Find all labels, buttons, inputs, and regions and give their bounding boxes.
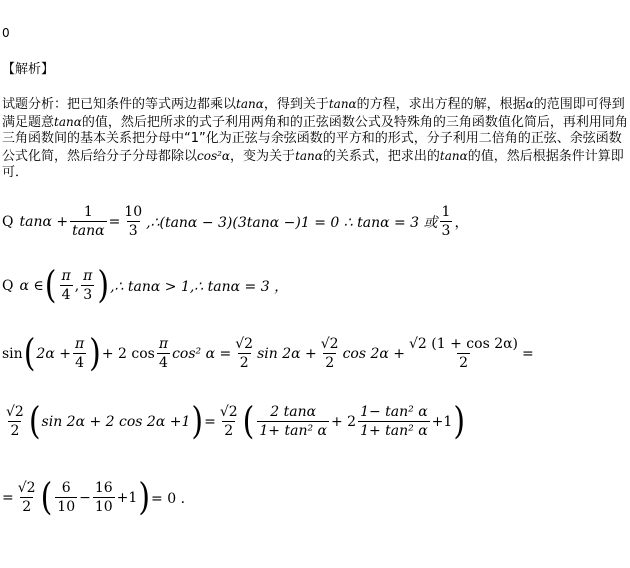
left-paren: ( (242, 399, 255, 443)
eq3-arg: 2α + (36, 345, 71, 362)
analysis-text-6: ，变为关于 (230, 148, 296, 164)
left-paren: ( (40, 475, 53, 519)
tan-alpha-term: tanα (295, 148, 323, 163)
eq4-plus-one: +1 (431, 413, 453, 430)
score-value: 0 (2, 26, 10, 40)
right-paren: ) (191, 399, 204, 443)
right-paren: ) (89, 331, 101, 375)
minus-sign: − (79, 489, 91, 506)
equation-3 (2, 331, 534, 375)
analysis-text-7: 的关系式，把求出的 (322, 148, 440, 164)
comma: , (74, 277, 80, 294)
equation-5 (2, 475, 195, 519)
fraction: $\frac{\pi}{4}$ (61, 268, 71, 303)
equals-sign: = (522, 345, 534, 362)
eq2-rest: ,∴ tanα > 1,∴ tanα = 3 ， (110, 278, 289, 295)
analysis-text-2: ，得到关于 (263, 97, 329, 112)
analysis-text-8: 的值，然后根据条件计算即可． (2, 148, 624, 180)
tan-alpha-term: tanα (236, 97, 264, 111)
eq3-cos-squared: cos² α = (172, 345, 232, 362)
fraction: $\frac{1}{3}$ (441, 204, 451, 239)
eq3-mid: + 2 cos (101, 345, 155, 362)
analysis-text-1: 试题分析：把已知条件的等式两边都乘以 (2, 97, 237, 112)
tan-alpha-term: tanα (328, 97, 357, 111)
analysis-text-5: 的值，然后把所求的式子利用两角和的正弦函数公式及特殊角的三角函数值化简后，再利用同角三角函数间的基本关系把分母中“1”化为正弦与余弦函数的平方和的形式，分子利用二倍角的正弦、余弦函数公式化简，然后给分子分母都除以 (2, 114, 628, 164)
because-symbol: Q (2, 213, 14, 230)
eq1-tail: ， (454, 214, 469, 231)
fraction: $\frac{1}{\tan\alpha}$ (72, 204, 105, 239)
fraction: $\frac{√2}{2}$ (6, 404, 24, 439)
fraction: $\frac{16}{10}$ (94, 480, 113, 515)
left-paren: ( (28, 399, 41, 443)
eq1-lhs: tanα + (19, 213, 69, 230)
tan-alpha-term: tanα (54, 114, 82, 129)
equals-sign: = (2, 489, 14, 506)
section-title: 【解析】 (2, 62, 55, 77)
fraction: $\frac{√2}{2}$ (219, 404, 238, 439)
fraction: $\frac{\pi}{4}$ (74, 336, 85, 371)
eq5-plus-one: +1 (116, 489, 138, 506)
fraction: $\frac{2 \tan\alpha}{\text{1+ tan² α}}$ (259, 404, 327, 439)
cos-squared-alpha-term: cos²α (197, 148, 231, 163)
fraction: $\frac{√2}{2}$ (320, 336, 339, 371)
equals-sign: = (204, 413, 216, 430)
analysis-text-4: 的范围即可得到满足题意 (2, 97, 625, 130)
eq3-term-4: cos 2α + (342, 345, 406, 362)
right-paren: ) (138, 475, 151, 519)
equation-4 (2, 399, 466, 443)
left-paren: ( (44, 263, 57, 307)
eq3-term-3: sin 2α + (257, 345, 317, 362)
eq1-rest: ,∴(tanα − 3)(3tanα −)1 = 0 ∴ tanα = 3 或 (146, 214, 438, 231)
eq2-lhs: α ∈ (19, 277, 44, 294)
eq4-inner: sin 2α + 2 cos 2α +1 (41, 413, 191, 430)
fraction: $\frac{√2}{2}$ (17, 480, 36, 515)
because-symbol: Q (2, 277, 14, 294)
equation-1 (2, 204, 468, 239)
analysis-text-3: 的方程，求出方程的解，根据 (356, 97, 526, 112)
fraction: $\frac{√2}{2}$ (235, 336, 254, 371)
left-paren: ( (23, 331, 36, 375)
fraction: $\frac{10}{3}$ (124, 204, 143, 239)
analysis-paragraph (2, 96, 628, 182)
right-paren: ) (453, 399, 466, 443)
equation-2 (2, 263, 289, 307)
eq5-result: = 0 ． (151, 490, 195, 507)
eq4-plus-two: + 2 (330, 413, 357, 430)
sin-function: sin (2, 345, 23, 362)
right-paren: ) (97, 263, 110, 307)
fraction: $\frac{\text{1− tan² α}}{\text{1+ tan² α}}$ (360, 404, 428, 439)
fraction: $\frac{\pi}{3}$ (83, 268, 93, 303)
alpha-term: α (525, 97, 534, 111)
fraction: $\frac{√2 (1 + \cos 2\alpha)}{2}$ (409, 336, 519, 371)
fraction: $\frac{6}{10}$ (57, 480, 76, 515)
equals-sign: = (108, 213, 121, 230)
tan-alpha-term: tanα (439, 148, 468, 163)
fraction: $\frac{\pi}{4}$ (158, 336, 169, 371)
